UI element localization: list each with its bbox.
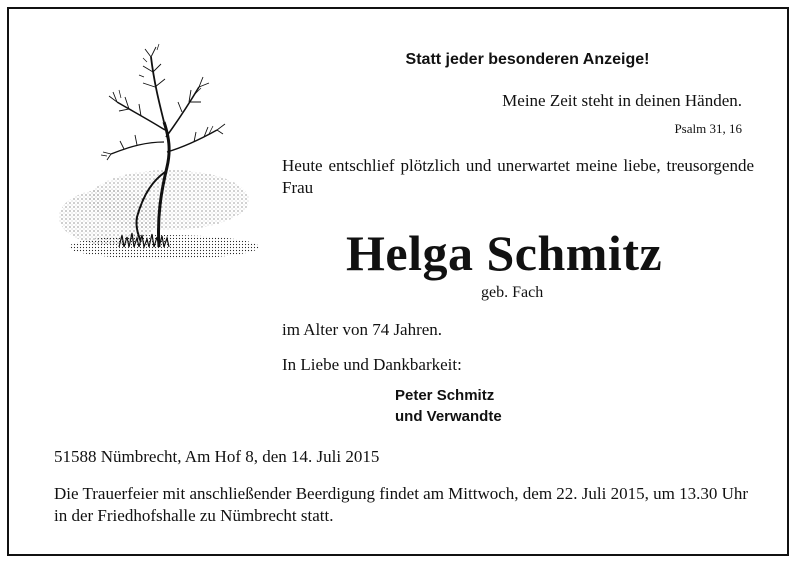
maiden-name: geb. Fach bbox=[481, 284, 544, 301]
motto-quote: Meine Zeit steht in deinen Händen. bbox=[502, 91, 742, 110]
signature-intro: In Liebe und Dankbarkeit: bbox=[282, 355, 462, 374]
notice-header: Statt jeder besonderen Anzeige! bbox=[405, 51, 650, 68]
obituary-notice bbox=[7, 7, 789, 556]
announcement-text: Heute entschlief plötzlich und unerwartet meine liebe, treusorgende Frau bbox=[282, 156, 754, 197]
bare-tree-icon bbox=[49, 42, 259, 262]
service-info: Die Trauerfeier mit anschließender Beerdigung findet am Mittwoch, dem 22. Juli 2015, um 13.30 Uhr in der Friedhofshalle zu Nümbrecht statt. bbox=[54, 484, 749, 525]
signers bbox=[395, 385, 502, 427]
signer-relatives: und Verwandte bbox=[395, 408, 502, 425]
place-date: 51588 Nümbrecht, Am Hof 8, den 14. Juli 2015 bbox=[54, 447, 380, 466]
deceased-name: Helga Schmitz bbox=[346, 225, 663, 281]
signer-name: Peter Schmitz bbox=[395, 387, 495, 404]
age-line: im Alter von 74 Jahren. bbox=[282, 320, 443, 339]
motto-reference: Psalm 31, 16 bbox=[674, 121, 742, 136]
